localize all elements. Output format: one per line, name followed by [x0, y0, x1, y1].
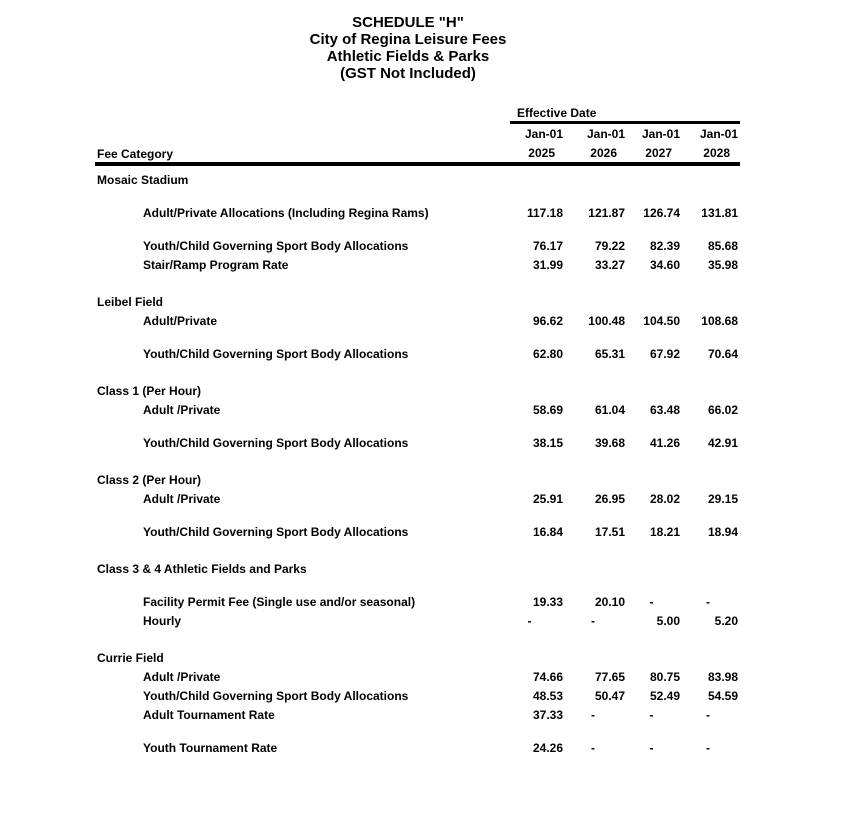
section-title: Leibel Field — [97, 294, 164, 309]
fee-section — [95, 559, 740, 630]
fee-section — [95, 470, 740, 541]
fee-value: 121.87 — [588, 205, 625, 220]
fee-value: 100.48 — [588, 313, 625, 328]
fee-value: 54.59 — [707, 688, 738, 703]
fee-label: Youth/Child Governing Sport Body Allocations — [143, 346, 409, 361]
fee-value: 35.98 — [707, 257, 738, 272]
fee-value: 76.17 — [532, 238, 563, 253]
section-title: Class 2 (Per Hour) — [97, 472, 202, 487]
fee-value: 83.98 — [707, 669, 738, 684]
year-header-row — [95, 143, 740, 162]
fee-value: 26.95 — [594, 491, 625, 506]
fee-value: 117.18 — [526, 205, 563, 220]
section-header-row — [95, 381, 740, 400]
fee-value: 50.47 — [594, 688, 625, 703]
fee-value: 5.20 — [714, 613, 738, 628]
fee-value: 96.62 — [532, 313, 563, 328]
fee-value: 28.02 — [649, 491, 680, 506]
column-year: 2027 — [645, 145, 672, 160]
effective-date-label: Effective Date — [510, 106, 740, 124]
fee-value: 38.15 — [532, 435, 563, 450]
fee-label: Adult/Private — [143, 313, 218, 328]
fee-value: 31.99 — [532, 257, 563, 272]
fee-row — [95, 686, 740, 705]
fee-value: - — [591, 740, 595, 755]
fee-row — [95, 400, 740, 419]
fee-value: 80.75 — [649, 669, 680, 684]
fee-section — [95, 648, 740, 757]
fee-category-label: Fee Category — [97, 147, 174, 161]
fee-value: 18.94 — [707, 524, 738, 539]
fee-value: 70.64 — [707, 346, 738, 361]
column-year: 2028 — [703, 145, 730, 160]
fee-value: 18.21 — [649, 524, 680, 539]
fee-label: Adult/Private Allocations (Including Regina Rams) — [143, 205, 429, 220]
header-spacer — [95, 106, 500, 124]
section-header-row — [95, 470, 740, 489]
fee-value: 48.53 — [532, 688, 563, 703]
fee-label: Youth Tournament Rate — [143, 740, 278, 755]
fee-row — [95, 344, 740, 363]
fee-value: 5.00 — [656, 613, 680, 628]
fee-row — [95, 611, 740, 630]
fee-value: 58.69 — [532, 402, 563, 417]
fee-label: Adult Tournament Rate — [143, 707, 275, 722]
fee-value: 41.26 — [649, 435, 680, 450]
fee-row — [95, 705, 740, 724]
fee-sections — [95, 170, 740, 757]
column-year: 2025 — [528, 145, 555, 160]
fee-value: - — [706, 594, 710, 609]
fee-value: 104.50 — [643, 313, 680, 328]
month-header-row — [95, 124, 740, 143]
fee-row — [95, 592, 740, 611]
fee-value: - — [649, 707, 654, 722]
fee-value: 37.33 — [532, 707, 563, 722]
fee-value: - — [591, 613, 595, 628]
fee-value: 61.04 — [594, 402, 625, 417]
column-month: Jan-01 — [699, 126, 738, 141]
fee-value: 29.15 — [707, 491, 738, 506]
fee-row — [95, 236, 740, 255]
fee-value: 85.68 — [707, 238, 738, 253]
fee-value: 17.51 — [594, 524, 625, 539]
fee-row — [95, 203, 740, 222]
column-month: Jan-01 — [524, 126, 563, 141]
fee-value: 131.81 — [701, 205, 738, 220]
fee-value: 62.80 — [532, 346, 563, 361]
column-month: Jan-01 — [641, 126, 680, 141]
section-title: Class 3 & 4 Athletic Fields and Parks — [97, 561, 307, 576]
fee-value: 20.10 — [594, 594, 625, 609]
fee-value: - — [649, 740, 654, 755]
fee-value: 79.22 — [594, 238, 625, 253]
fee-section — [95, 292, 740, 363]
fee-label: Youth/Child Governing Sport Body Allocations — [143, 435, 409, 450]
fee-value: 39.68 — [594, 435, 625, 450]
fee-row — [95, 255, 740, 274]
section-title: Class 1 (Per Hour) — [97, 383, 202, 398]
fee-value: 82.39 — [649, 238, 680, 253]
fee-label: Youth/Child Governing Sport Body Allocations — [143, 238, 409, 253]
section-header-row — [95, 292, 740, 311]
title-line-city: City of Regina Leisure Fees — [309, 31, 507, 48]
fee-value: 74.66 — [532, 669, 563, 684]
title-line-gst: (GST Not Included) — [340, 65, 476, 82]
section-title: Mosaic Stadium — [97, 172, 189, 187]
table-header — [95, 106, 740, 166]
fee-value: 67.92 — [649, 346, 680, 361]
fee-row — [95, 311, 740, 330]
effective-date-row — [95, 106, 740, 124]
fee-value: 77.65 — [594, 669, 625, 684]
title-line-category: Athletic Fields & Parks — [326, 48, 490, 65]
column-month: Jan-01 — [586, 126, 625, 141]
fee-value: 66.02 — [707, 402, 738, 417]
document-title — [0, 0, 816, 82]
fee-value: 33.27 — [594, 257, 625, 272]
fee-label: Adult /Private — [143, 402, 221, 417]
fee-label: Stair/Ramp Program Rate — [143, 257, 289, 272]
fee-value: - — [527, 613, 532, 628]
fee-value: 24.26 — [532, 740, 563, 755]
fee-section — [95, 381, 740, 452]
fee-value: 126.74 — [643, 205, 680, 220]
fee-label: Hourly — [143, 613, 182, 628]
fee-value: 16.84 — [532, 524, 563, 539]
section-title: Currie Field — [97, 650, 164, 665]
section-header-row — [95, 559, 740, 578]
fee-value: 108.68 — [701, 313, 738, 328]
title-line-schedule: SCHEDULE "H" — [352, 14, 464, 31]
fee-row — [95, 489, 740, 508]
fee-value: 63.48 — [649, 402, 680, 417]
fee-label: Facility Permit Fee (Single use and/or seasonal) — [143, 594, 416, 609]
fee-label: Youth/Child Governing Sport Body Allocations — [143, 524, 409, 539]
fee-row — [95, 433, 740, 452]
fee-value: 65.31 — [594, 346, 625, 361]
fee-label: Adult /Private — [143, 491, 221, 506]
fee-value: - — [649, 594, 654, 609]
fee-value: - — [591, 707, 595, 722]
fee-row — [95, 738, 740, 757]
fee-label: Youth/Child Governing Sport Body Allocations — [143, 688, 409, 703]
fee-value: - — [706, 707, 710, 722]
fee-table — [95, 106, 740, 757]
fee-row — [95, 667, 740, 686]
fee-value: 34.60 — [649, 257, 680, 272]
section-header-row — [95, 170, 740, 189]
fee-value: - — [706, 740, 710, 755]
fee-section — [95, 170, 740, 274]
fee-row — [95, 522, 740, 541]
fee-value: 25.91 — [532, 491, 563, 506]
fee-value: 52.49 — [649, 688, 680, 703]
fee-label: Adult /Private — [143, 669, 221, 684]
fee-value: 19.33 — [532, 594, 563, 609]
section-header-row — [95, 648, 740, 667]
column-year: 2026 — [590, 145, 617, 160]
fee-value: 42.91 — [707, 435, 738, 450]
